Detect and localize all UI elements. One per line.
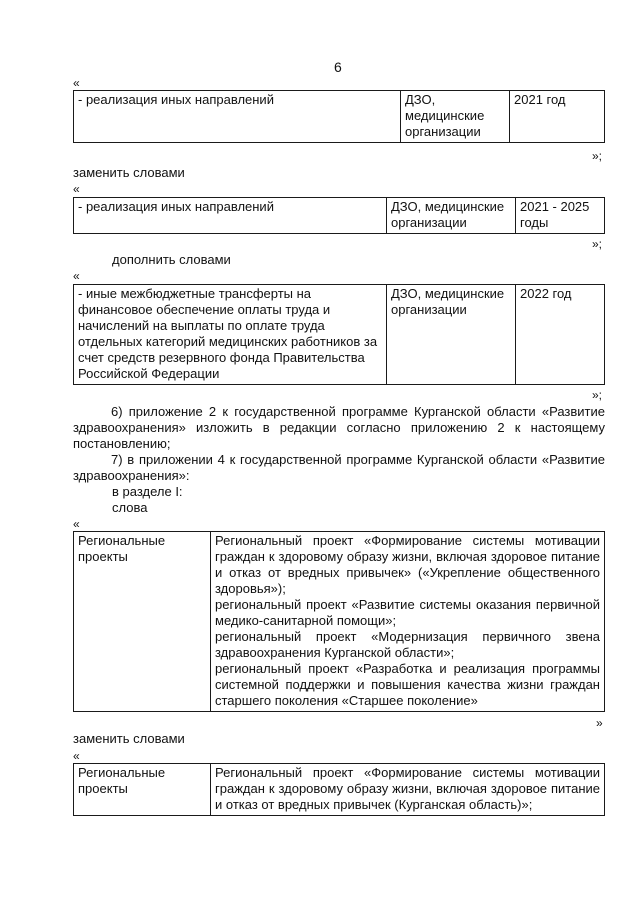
table-row [74, 285, 605, 385]
table-transfers [73, 284, 605, 385]
quote-close: »; [592, 237, 603, 251]
table-regional-projects-new [73, 763, 605, 816]
quote-open: « [73, 76, 80, 90]
instruction-add: дополнить словами [112, 252, 231, 267]
page-number: 6 [334, 59, 342, 75]
list-item: региональный проект «Развитие системы оказания первичной медико-санитарной помощи»; [215, 597, 600, 628]
instruction-replace: заменить словами [73, 731, 185, 746]
table-old-directions [73, 90, 605, 143]
list-item: Региональный проект «Формирование системы мотивации граждан к здоровому образу жизни, включая здоровое питание и отказ от вредных привычек» («Укрепление общественного здоровья»); [215, 533, 600, 596]
list-item: Региональный проект «Формирование системы мотивации граждан к здоровому образу жизни, включая здоровое питание и отказ от вредных привычек (Курганская область)»; [215, 765, 600, 812]
table-row [74, 764, 605, 816]
table-row [74, 198, 605, 234]
table-cell-executor: ДЗО, медицинские организации [401, 91, 510, 143]
table-cell-projects [211, 764, 605, 816]
table-cell-period: 2021 - 2025 годы [516, 198, 605, 234]
table-cell-executor: ДЗО, медицинские организации [387, 198, 516, 234]
table-cell-label: Региональные проекты [74, 764, 211, 816]
table-cell-activity: - реализация иных направлений [74, 198, 387, 234]
table-row [74, 91, 605, 143]
table-cell-activity: - иные межбюджетные трансферты на финансовое обеспечение оплаты труда и начислений на выплаты по оплате труда отдельных категорий медицинских работников за счет средств резервного фонда Правительства Российской Федерации [74, 285, 387, 385]
instruction-replace: заменить словами [73, 165, 185, 180]
quote-open: « [73, 269, 80, 283]
paragraph-6: 6) приложение 2 к государственной программе Курганской области «Развитие здравоохранения» изложить в редакции согласно приложению 2 к настоящему постановлению; [73, 404, 605, 451]
quote-open: « [73, 517, 80, 531]
quote-close: »; [592, 149, 603, 163]
table-regional-projects-old [73, 531, 605, 712]
section-ref: в разделе I: [112, 484, 183, 499]
quote-close: » [596, 716, 603, 730]
table-cell-projects [211, 532, 605, 712]
paragraph-7: 7) в приложении 4 к государственной программе Курганской области «Развитие здравоохранения»: [73, 452, 605, 483]
table-cell-period: 2022 год [516, 285, 605, 385]
table-cell-activity: - реализация иных направлений [74, 91, 401, 143]
table-cell-label: Региональные проекты [74, 532, 211, 712]
table-row [74, 532, 605, 712]
quote-open: « [73, 749, 80, 763]
list-item: региональный проект «Разработка и реализация программы системной поддержки и повышения качества жизни граждан старшего поколения «Старшее поколение» [215, 661, 600, 708]
table-cell-period: 2021 год [510, 91, 605, 143]
quote-open: « [73, 182, 80, 196]
table-new-directions [73, 197, 605, 234]
instruction-words: слова [112, 500, 148, 515]
quote-close: »; [592, 388, 603, 402]
table-cell-executor: ДЗО, медицинские организации [387, 285, 516, 385]
list-item: региональный проект «Модернизация первичного звена здравоохранения Курганской области»; [215, 629, 600, 660]
